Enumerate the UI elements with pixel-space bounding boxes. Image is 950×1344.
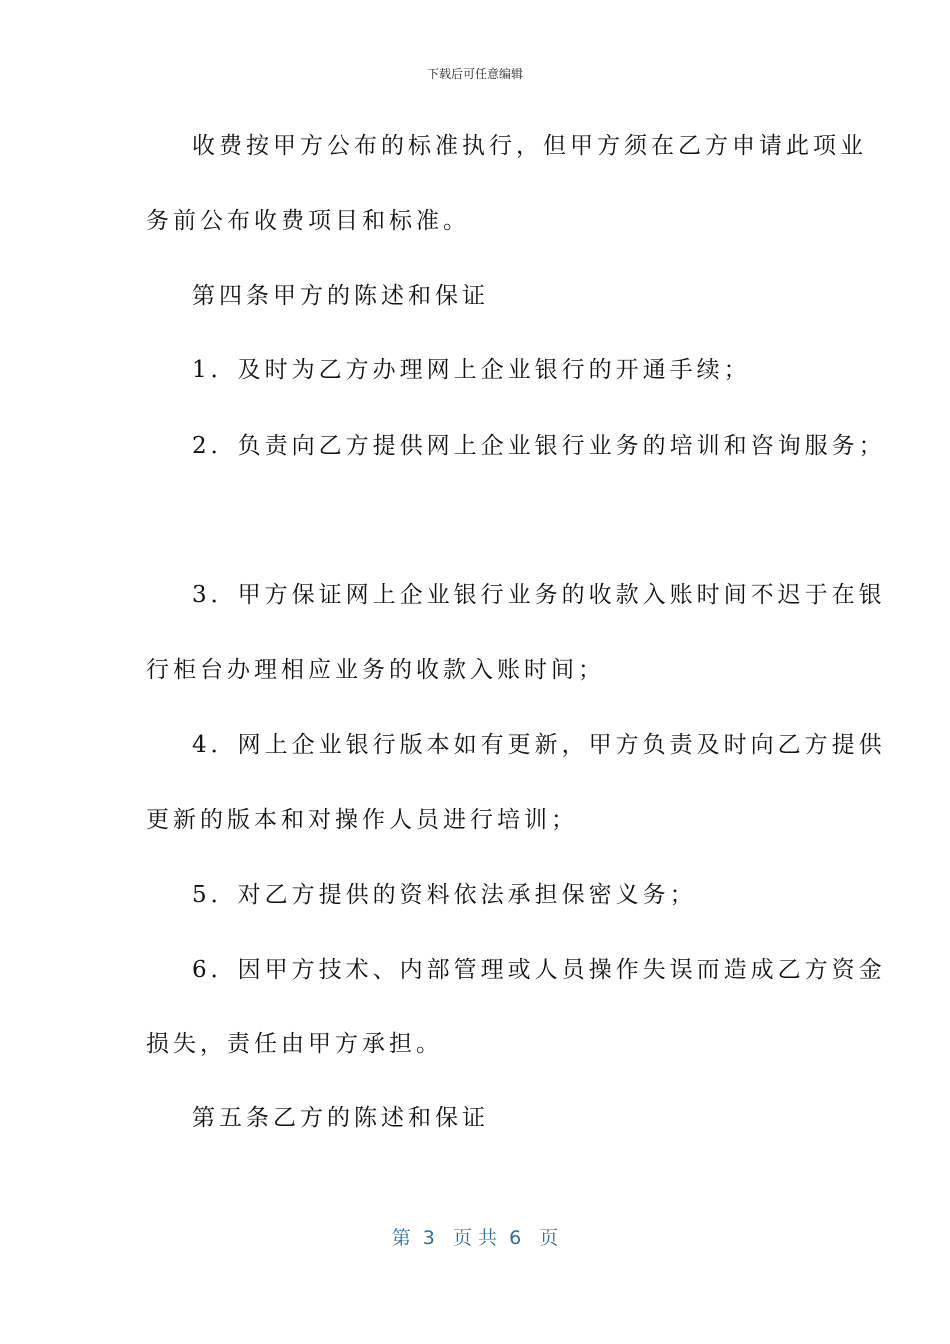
paragraph-line: 行柜台办理相应业务的收款入账时间； [146,657,605,683]
list-item: 2．负责向乙方提供网上企业银行业务的培训和咨询服务； [192,433,886,459]
list-item: 4．网上企业银行版本如有更新，甲方负责及时向乙方提供 [192,732,886,758]
list-item: 3．甲方保证网上企业银行业务的收款入账时间不迟于在银 [192,582,886,608]
section-heading: 第五条乙方的陈述和保证 [192,1105,489,1131]
download-note: 下载后可任意编辑 [426,67,523,81]
list-item: 1．及时为乙方办理网上企业银行的开通手续； [192,357,751,383]
paragraph-line: 损失，责任由甲方承担。 [146,1031,443,1057]
paragraph-line: 收费按甲方公布的标准执行，但甲方须在乙方申请此项业 [192,133,867,159]
page-number-footer: 第 3 页 共 6 页 [391,1227,559,1249]
paragraph-line: 务前公布收费项目和标准。 [146,208,470,234]
section-heading: 第四条甲方的陈述和保证 [192,283,489,309]
list-item: 5．对乙方提供的资料依法承担保密义务； [192,882,697,908]
paragraph-line: 更新的版本和对操作人员进行培训； [146,807,578,833]
list-item: 6．因甲方技术、内部管理或人员操作失误而造成乙方资金 [192,957,886,983]
